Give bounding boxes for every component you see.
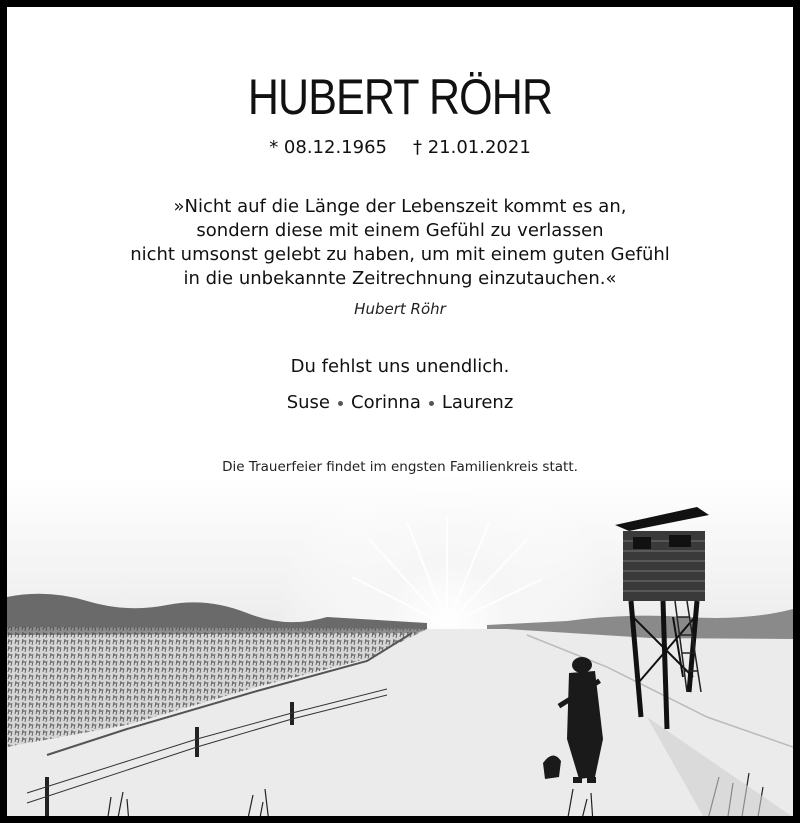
quote-author: Hubert Röhr: [354, 300, 446, 318]
quote-line: sondern diese mit einem Gefühl zu verlassen: [196, 220, 604, 241]
quote-line: in die unbekannte Zeitrechnung einzutauchen.«: [183, 268, 617, 289]
tower-window: [633, 537, 651, 549]
family-member: Laurenz: [441, 392, 514, 413]
life-dates: [7, 135, 793, 161]
memorial-quote: [7, 195, 793, 291]
death-date: † 21.01.2021: [413, 137, 531, 158]
farewell-text: Du fehlst uns unendlich.: [290, 356, 510, 377]
family-member: Corinna: [351, 392, 421, 413]
family-member: Suse: [286, 392, 331, 413]
quote-line: »Nicht auf die Länge der Lebenszeit kommt es an,: [173, 196, 627, 217]
tower-window: [669, 535, 691, 547]
family-names: [7, 390, 793, 416]
hunting-landscape-illustration: [7, 477, 793, 823]
bullet-icon: [338, 401, 343, 406]
ceremony-text: Die Trauerfeier findet im engsten Familienkreis statt.: [222, 459, 578, 475]
birth-date: * 08.12.1965: [269, 137, 387, 158]
quote-line: nicht umsonst gelebt zu haben, um mit einem guten Gefühl: [130, 244, 670, 265]
deceased-name: HUBERT RÖHR: [247, 69, 553, 125]
bullet-icon: [429, 401, 434, 406]
